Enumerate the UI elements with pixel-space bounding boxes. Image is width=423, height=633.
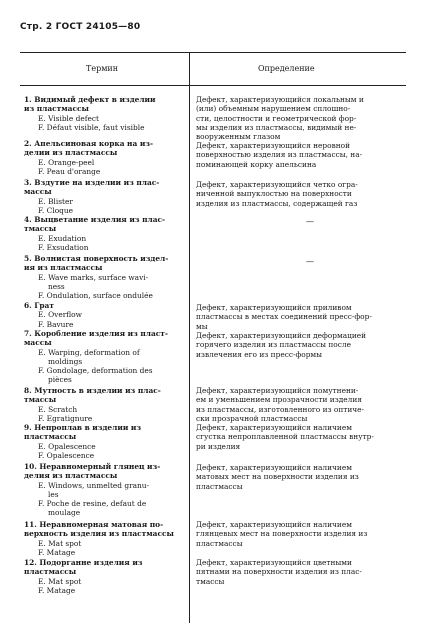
definition-line: пятнами на поверхности изделия из плас- bbox=[196, 567, 362, 577]
term-english: E. Orange-peel bbox=[38, 157, 95, 167]
term-entry bbox=[24, 386, 184, 423]
definition-line: тмассы bbox=[196, 576, 225, 586]
term-title: тмассы bbox=[24, 395, 57, 405]
term-french: F. Exsudation bbox=[38, 242, 89, 252]
column-term-heading: Термин bbox=[86, 64, 119, 73]
term-title: тмассы bbox=[24, 224, 57, 234]
term-french: F. Défaut visible, faut visible bbox=[38, 122, 145, 132]
definition-line: Дефект, характеризующийся цветными bbox=[196, 558, 352, 567]
definition-line: Дефект, характеризующийся приливом bbox=[196, 303, 352, 312]
term-english: E. Windows, unmelted granu- bbox=[38, 480, 150, 490]
definition-line: Дефект, характеризующийся наличием bbox=[196, 463, 352, 472]
definition-entry bbox=[196, 423, 406, 451]
term-french: F. Matage bbox=[38, 585, 76, 595]
empty-definition-dash: — bbox=[306, 257, 314, 266]
term-english: E. Mat spot bbox=[38, 538, 82, 548]
terms-table bbox=[20, 52, 406, 623]
term-title: 12. Подорганне изделия из bbox=[24, 558, 143, 567]
term-title: массы bbox=[24, 338, 52, 348]
term-entry bbox=[24, 301, 184, 329]
term-french: F. Ondulation, surface ondulée bbox=[38, 291, 153, 301]
definition-entry bbox=[196, 141, 406, 169]
definition-line: извлечения его из пресс-формы bbox=[196, 349, 323, 359]
definition-line: Дефект, характеризующийся четко огра- bbox=[196, 180, 358, 189]
term-entry bbox=[24, 139, 184, 176]
term-title: пластмассы bbox=[24, 567, 77, 577]
empty-definition-dash: — bbox=[306, 217, 314, 226]
column-definition-heading: Определение bbox=[258, 64, 315, 73]
definition-entry bbox=[196, 180, 406, 208]
term-entry bbox=[24, 254, 184, 300]
term-english: E. Opalescence bbox=[38, 441, 96, 451]
definition-line: глянцевых мест на поверхности изделия из bbox=[196, 529, 368, 539]
term-entry bbox=[24, 558, 184, 595]
definition-line: ниченной выпуклостью на поверхности bbox=[196, 189, 352, 199]
table-header bbox=[20, 53, 406, 86]
definition-line: горячего изделия из пластмассы после bbox=[196, 340, 351, 350]
term-title: 7. Коробление изделия из пласт- bbox=[24, 329, 168, 338]
term-title: пластмассы bbox=[24, 432, 77, 442]
term-title: 3. Вздутие на изделии из плас- bbox=[24, 178, 160, 187]
term-title: 10. Неравномерный глянец из- bbox=[24, 462, 161, 471]
definition-line: ски прозрачной пластмассы bbox=[196, 413, 308, 423]
term-french: F. Matage bbox=[38, 547, 76, 557]
term-title: 4. Выцветание изделия из плас- bbox=[24, 215, 166, 224]
term-entry bbox=[24, 520, 184, 557]
term-entry bbox=[24, 423, 184, 460]
term-title: 5. Волнистая поверхность издел- bbox=[24, 254, 169, 263]
term-french: F. Bavure bbox=[38, 319, 74, 329]
term-entry bbox=[24, 329, 184, 385]
term-entry bbox=[24, 178, 184, 215]
term-english: E. Mat spot bbox=[38, 576, 82, 586]
term-entry bbox=[24, 95, 184, 132]
term-title: 6. Грат bbox=[24, 301, 54, 310]
definition-line: пластмассы в местах соединений пресс-фор- bbox=[196, 312, 372, 322]
term-title: делии из пластмассы bbox=[24, 148, 118, 158]
definition-line: пластмассы bbox=[196, 538, 243, 548]
term-french: F. Egratignure bbox=[38, 413, 93, 423]
definition-entry bbox=[196, 463, 406, 491]
term-title: верхность изделия из пластмассы bbox=[24, 529, 174, 539]
definition-line: сгустка непроплавленной пластмассы внутр- bbox=[196, 432, 374, 442]
term-french: F. Opalescence bbox=[38, 450, 95, 460]
definition-line: мы bbox=[196, 321, 208, 331]
definition-line: пластмассы bbox=[196, 481, 243, 491]
term-english: E. Overflow bbox=[38, 310, 82, 320]
term-title: 9. Непроплав в изделии из bbox=[24, 423, 142, 432]
definition-line: мы изделия из пластмассы, видимый не- bbox=[196, 122, 357, 132]
term-french: F. Peau d'orange bbox=[38, 166, 101, 176]
term-title: из пластмассы bbox=[24, 104, 89, 114]
term-title: 11. Неравномерная матовая по- bbox=[24, 520, 164, 529]
term-english: E. Blister bbox=[38, 196, 73, 206]
definition-line: ем и уменьшением прозрачности изделия bbox=[196, 395, 362, 405]
definition-entry bbox=[196, 558, 406, 586]
definition-entry bbox=[196, 303, 406, 331]
definition-entry bbox=[196, 520, 406, 548]
definition-entry bbox=[196, 386, 406, 423]
definition-line: поверхностью изделия из пластмассы, на- bbox=[196, 150, 363, 160]
definition-line: матовых мест на поверхности изделия из bbox=[196, 472, 359, 482]
definition-line: Дефект, характеризующийся наличием bbox=[196, 423, 352, 432]
term-english: E. Warping, deformation of bbox=[38, 347, 140, 357]
term-english: E. Wave marks, surface wavi- bbox=[38, 272, 149, 282]
definition-line: ри изделия bbox=[196, 441, 241, 451]
term-title: 1. Видимый дефект в изделии bbox=[24, 95, 156, 104]
term-title: ия из пластмассы bbox=[24, 263, 103, 273]
definition-line: из пластмассы, изготовленного из оптиче- bbox=[196, 404, 365, 414]
definition-line: изделия из пластмассы, содержащей газ bbox=[196, 198, 358, 208]
term-french: moulage bbox=[48, 508, 81, 518]
definition-entry bbox=[196, 95, 406, 141]
definition-line: (или) объемным нарушением сплошно- bbox=[196, 104, 351, 114]
term-title: массы bbox=[24, 187, 52, 197]
definition-line: Дефект, характеризующийся помутнени- bbox=[196, 386, 359, 395]
term-french: F. Cloque bbox=[38, 205, 74, 215]
term-english: E. Visible defect bbox=[38, 113, 99, 123]
term-english: les bbox=[48, 489, 59, 499]
term-french: F. Gondolage, deformation des bbox=[38, 366, 153, 376]
term-french: F. Poche de resine, defaut de bbox=[38, 499, 147, 509]
definition-line: Дефект, характеризующийся деформацией bbox=[196, 331, 367, 340]
definition-line: поминающей корку апельсина bbox=[196, 159, 317, 169]
term-title: делия из пластмассы bbox=[24, 471, 118, 481]
definition-line: Дефект, характеризующийся наличием bbox=[196, 520, 352, 529]
term-english: E. Scratch bbox=[38, 404, 78, 414]
column-divider bbox=[189, 53, 190, 623]
term-french: pièces bbox=[48, 375, 72, 385]
definition-line: вооруженным глазом bbox=[196, 132, 281, 142]
term-title: 8. Мутность в изделии из плас- bbox=[24, 386, 161, 395]
definition-line: Дефект, характеризующийся неровной bbox=[196, 141, 351, 150]
term-title: 2. Апельсиновая корка на из- bbox=[24, 139, 154, 148]
term-english: E. Exudation bbox=[38, 233, 87, 243]
term-english: moldings bbox=[48, 356, 83, 366]
term-entry bbox=[24, 215, 184, 252]
definition-entry bbox=[196, 331, 406, 359]
page-header: Стр. 2 ГОСТ 24105—80 bbox=[20, 22, 141, 32]
definition-line: сти, целостности и геометрической фор- bbox=[196, 113, 357, 123]
term-entry bbox=[24, 462, 184, 518]
term-english: ness bbox=[48, 281, 65, 291]
definition-line: Дефект, характеризующийся локальным и bbox=[196, 95, 364, 104]
